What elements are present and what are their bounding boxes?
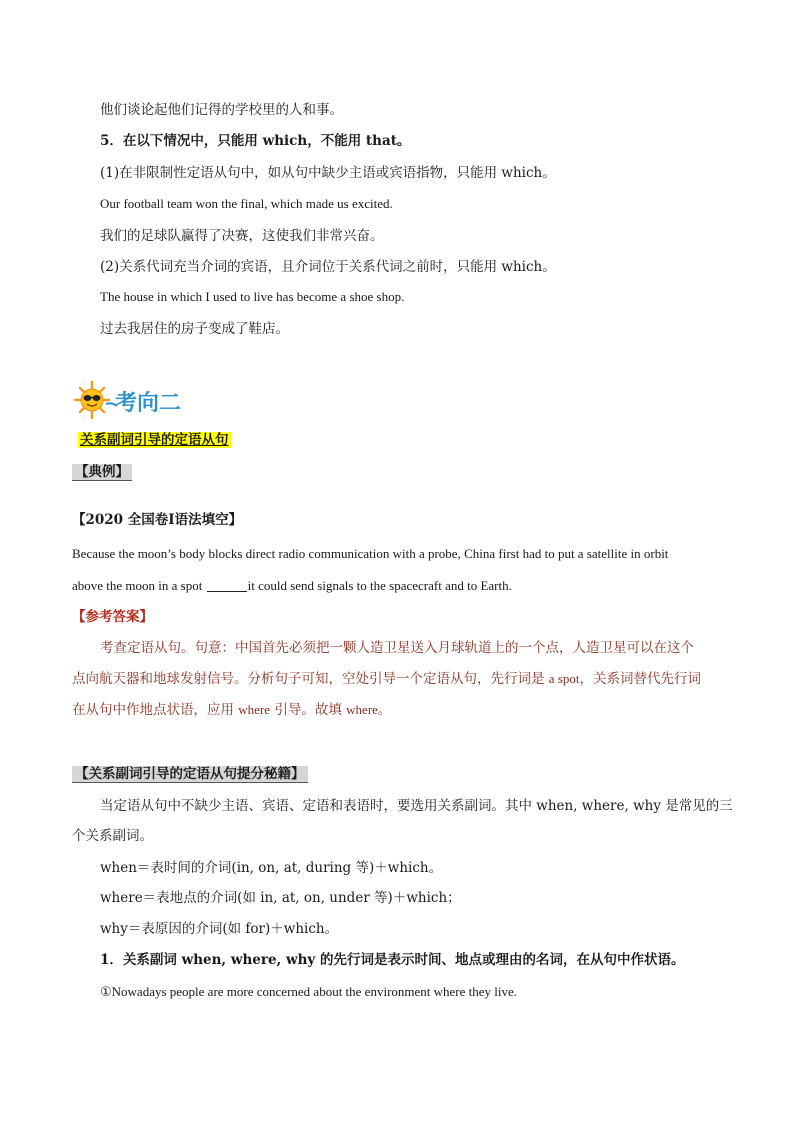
answer-tag: 【参考答案】 bbox=[72, 609, 153, 625]
answer-line bbox=[72, 669, 701, 689]
text-line: 当定语从句中不缺少主语、宾语、定语和表语时，要选用关系副词。其中 when, where, why 是常见的三 bbox=[100, 798, 733, 814]
text-line: 他们谈论起他们记得的学校里的人和事。 bbox=[100, 102, 343, 118]
answer-blank bbox=[207, 577, 247, 592]
rule-heading: 1．关系副词 when, where, why 的先行词是表示时间、地点或理由的名词，在从句中作状语。 bbox=[100, 952, 685, 968]
answer-line: 考查定语从句。句意：中国首先必须把一颗人造卫星送入月球轨道上的一个点，人造卫星可以在这个 bbox=[100, 640, 694, 656]
translation-line: 我们的足球队赢得了决赛，这使我们非常兴奋。 bbox=[100, 228, 384, 244]
answer-line bbox=[72, 700, 391, 720]
formula-where: where＝表地点的介词(如 in, at, on, under 等)＋which； bbox=[100, 890, 461, 906]
example-tag-label: 【典例】 bbox=[72, 464, 132, 481]
text-line: 个关系副词。 bbox=[72, 828, 153, 844]
section-subtitle: 关系副词引导的定语从句 bbox=[80, 432, 229, 448]
text-line: (1)在非限制性定语从句中，如从句中缺少主语或宾语指物，只能用 which。 bbox=[100, 165, 556, 181]
question-line bbox=[72, 576, 512, 596]
formula-when: when＝表时间的介词(in, on, at, during 等)＋which。 bbox=[100, 860, 443, 876]
example-sentence: ①Nowadays people are more concerned about the environment where they live. bbox=[100, 984, 518, 999]
formula-why: why＝表原因的介词(如 for)＋which。 bbox=[100, 921, 339, 937]
answer-keyword: a spot bbox=[548, 671, 580, 686]
source-tag: 【2020 全国卷Ⅰ语法填空】 bbox=[72, 512, 243, 528]
answer-keyword: where bbox=[346, 702, 378, 717]
section-title: 考向二 bbox=[115, 390, 182, 416]
example-sentence: The house in which I used to live has become a shoe shop. bbox=[100, 289, 405, 304]
sun-sunglasses-icon bbox=[72, 380, 118, 420]
answer-part: 点向航天器和地球发射信号。分析句子可知，空处引导一个定语从句，先行词是 bbox=[72, 671, 545, 687]
translation-line: 过去我居住的房子变成了鞋店。 bbox=[100, 321, 289, 337]
answer-part: 在从句中作地点状语，应用 bbox=[72, 702, 234, 718]
answer-part: 引导。故填 bbox=[274, 702, 342, 718]
text-line: (2)关系代词充当介词的宾语，且介词位于关系代词之前时，只能用 which。 bbox=[100, 259, 556, 275]
tips-tag-label: 【关系副词引导的定语从句提分秘籍】 bbox=[72, 766, 308, 783]
rule-heading: 5．在以下情况中，只能用 which，不能用 that。 bbox=[100, 133, 411, 149]
answer-keyword: where bbox=[238, 702, 271, 717]
answer-part: ，关系词替代先行词 bbox=[579, 671, 701, 687]
example-tag bbox=[72, 462, 132, 482]
tips-tag bbox=[72, 764, 308, 784]
question-part: above the moon in a spot bbox=[72, 578, 203, 593]
answer-part: 。 bbox=[377, 702, 392, 718]
example-sentence: Our football team won the final, which made us excited. bbox=[100, 196, 393, 211]
subtitle-highlight bbox=[78, 430, 231, 450]
question-line: Because the moon’s body blocks direct radio communication with a probe, China first had to put a satellite in orbit bbox=[72, 546, 669, 561]
question-part: it could send signals to the spacecraft and to Earth. bbox=[247, 578, 512, 593]
